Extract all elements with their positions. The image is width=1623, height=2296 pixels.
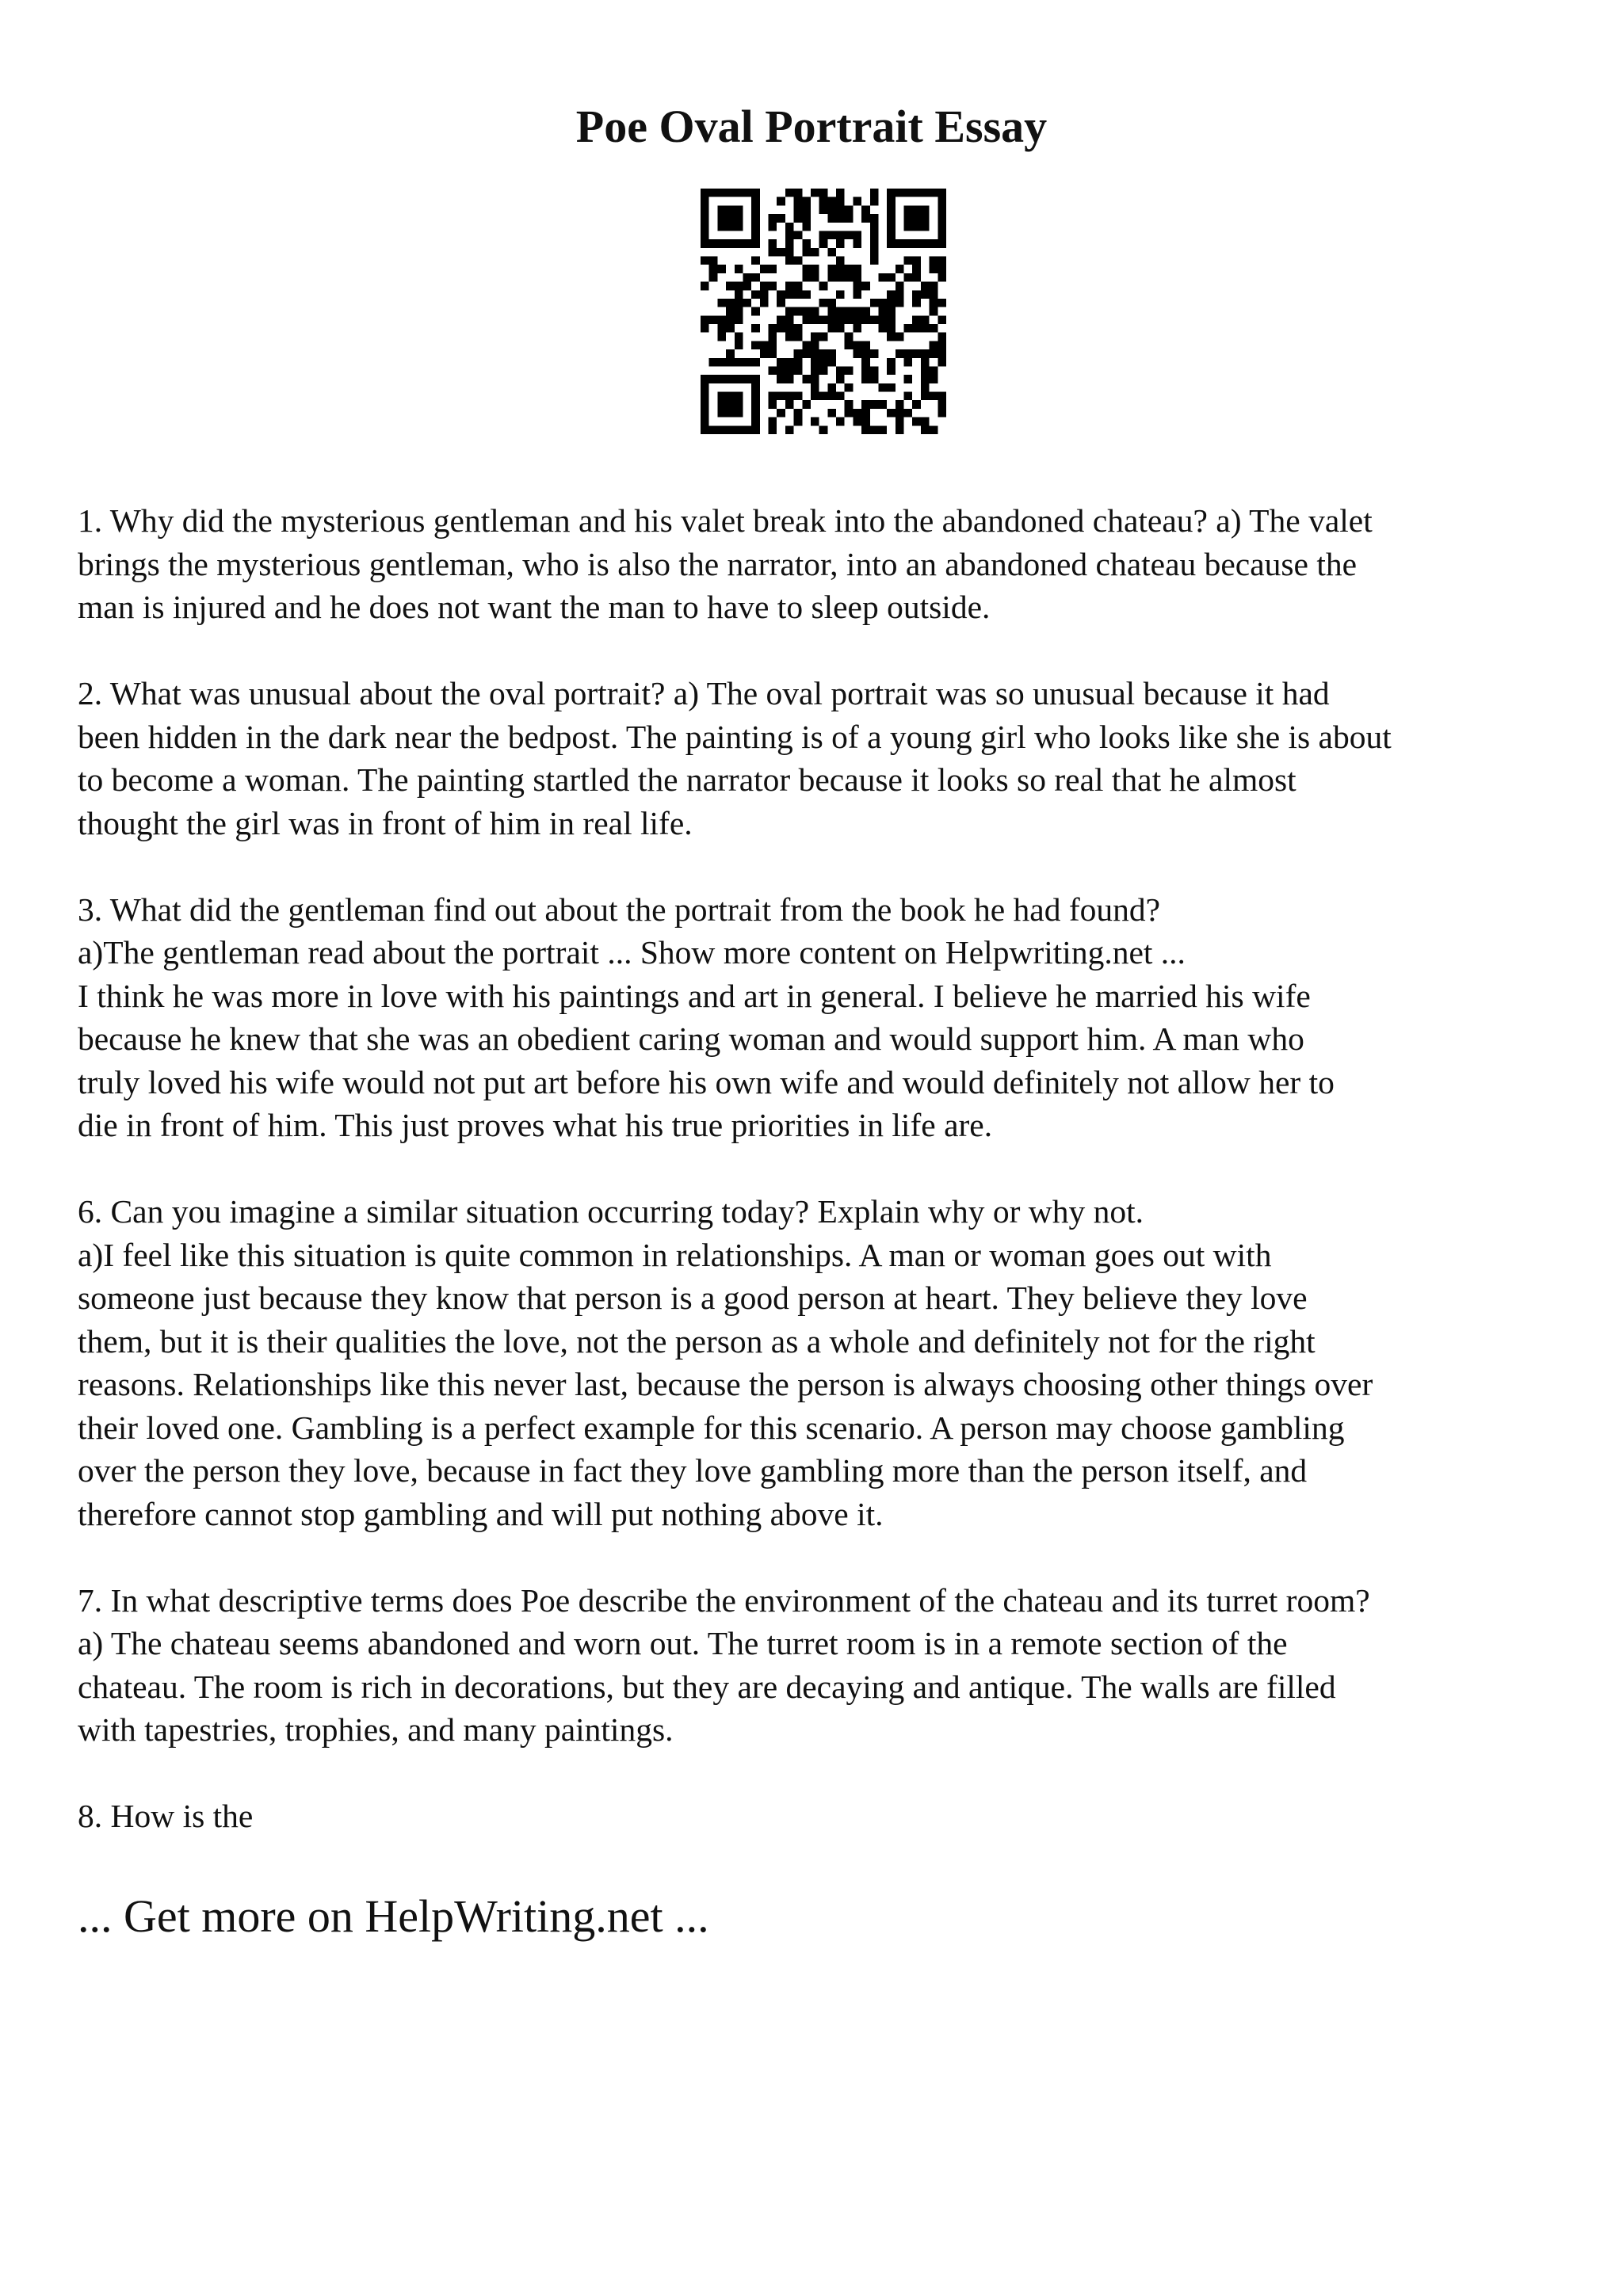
paragraph-line: reasons. Relationships like this never last, because the person is always choosing other things over <box>78 1366 1373 1402</box>
paragraph-line: 8. How is the <box>78 1798 254 1834</box>
paragraph-line: 1. Why did the mysterious gentleman and his valet break into the abandoned chateau? a) The valet <box>78 502 1373 539</box>
paragraph-line: a)The gentleman read about the portrait ... Show more content on Helpwriting.net ... <box>78 934 1186 971</box>
paragraph-line: chateau. The room is rich in decorations, but they are decaying and antique. The walls are filled <box>78 1668 1336 1705</box>
paragraph-line: them, but it is their qualities the love, not the person as a whole and definitely not for the right <box>78 1322 1316 1360</box>
paragraph-line: with tapestries, trophies, and many paintings. <box>78 1711 674 1748</box>
paragraph-line: their loved one. Gambling is a perfect example for this scenario. A person may choose gambling <box>78 1409 1345 1446</box>
paragraph-line: been hidden in the dark near the bedpost. The painting is of a young girl who looks like she is about <box>78 718 1392 755</box>
page-title: Poe Oval Portrait Essay <box>575 101 1048 152</box>
qr-code-graphic <box>701 189 946 434</box>
paragraph-q8 <box>78 1794 1568 1838</box>
paragraph-line: to become a woman. The painting startled the narrator because it looks so real that he almost <box>78 761 1296 798</box>
paragraph-line: 3. What did the gentleman find out about the portrait from the book he had found? <box>78 891 1161 928</box>
paragraph-line: therefore cannot stop gambling and will put nothing above it. <box>78 1495 884 1532</box>
paragraph-line: 7. In what descriptive terms does Poe describe the environment of the chateau and its turret room? <box>78 1581 1370 1619</box>
qr-code-icon <box>701 189 946 434</box>
paragraph-q2 <box>78 672 1568 845</box>
paragraph-line: a)I feel like this situation is quite common in relationships. A man or woman goes out with <box>78 1236 1272 1273</box>
paragraph-q7 <box>78 1579 1568 1752</box>
paragraph-line: a) The chateau seems abandoned and worn out. The turret room is in a remote section of the <box>78 1625 1288 1661</box>
get-more-link[interactable]: ... Get more on HelpWriting.net ... <box>78 1890 709 1942</box>
paragraph-line: because he knew that she was an obedient caring woman and would support him. A man who <box>78 1020 1304 1057</box>
paragraph-line: brings the mysterious gentleman, who is also the narrator, into an abandoned chateau because the <box>78 545 1358 582</box>
paragraph-line: I think he was more in love with his paintings and art in general. I believe he married his wife <box>78 977 1311 1014</box>
paragraph-q1 <box>78 499 1568 629</box>
essay-body <box>78 499 1568 1881</box>
paragraph-line: someone just because they know that person is a good person at heart. They believe they love <box>78 1280 1308 1316</box>
paragraph-line: man is injured and he does not want the man to have to sleep outside. <box>78 589 991 625</box>
paragraph-line: die in front of him. This just proves what his true priorities in life are. <box>78 1107 993 1143</box>
paragraph-line: thought the girl was in front of him in real life. <box>78 804 693 841</box>
paragraph-line: truly loved his wife would not put art before his own wife and would definitely not allow her to <box>78 1063 1335 1100</box>
paragraph-line: 2. What was unusual about the oval portrait? a) The oval portrait was so unusual because it had <box>78 675 1330 711</box>
paragraph-q6 <box>78 1190 1568 1535</box>
paragraph-line: over the person they love, because in fact they love gambling more than the person itself, and <box>78 1452 1308 1489</box>
paragraph-line: 6. Can you imagine a similar situation occurring today? Explain why or why not. <box>78 1193 1144 1230</box>
paragraph-q3 <box>78 888 1568 1147</box>
